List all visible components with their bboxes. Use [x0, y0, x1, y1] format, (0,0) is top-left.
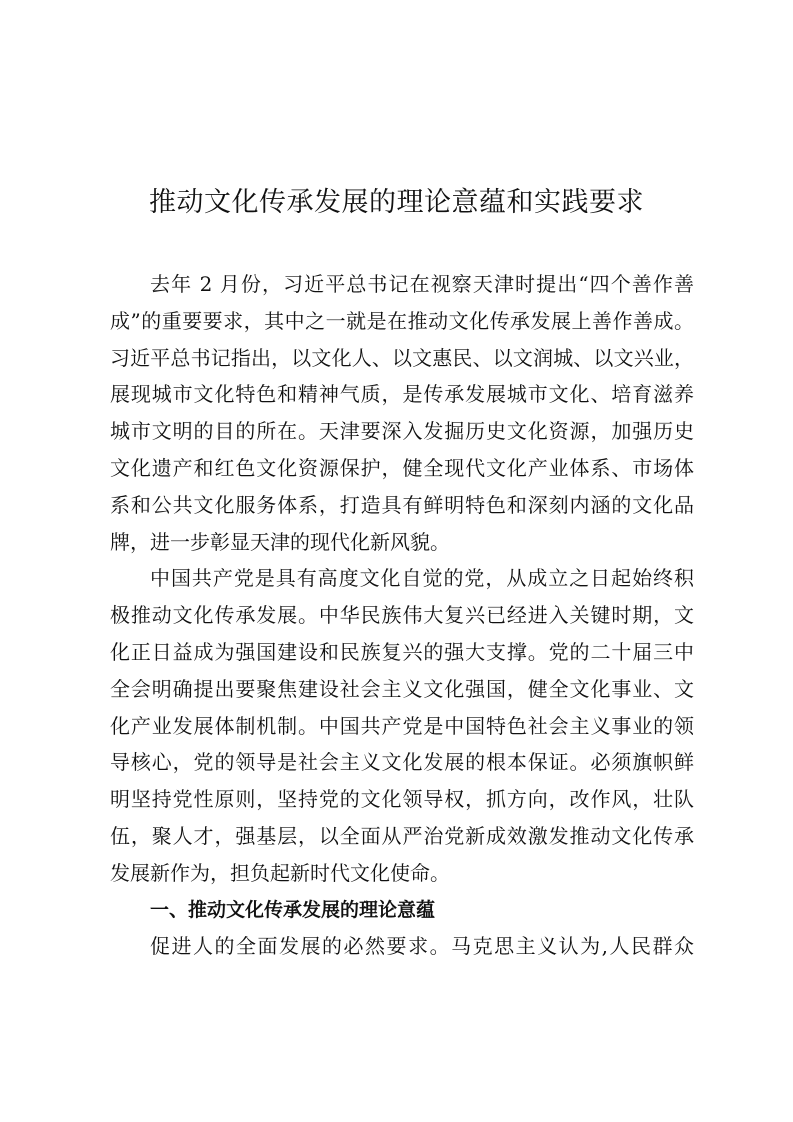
- text-line: 系和公共文化服务体系，打造具有鲜明特色和深刻内涵的文化品: [110, 492, 694, 517]
- text-line: 全会明确提出要聚焦建设社会主义文化强国，健全文化事业、文: [110, 676, 694, 701]
- text-line: 发展新作为，担负起新时代文化使命。: [110, 860, 450, 885]
- text-line: 去年 2 月份，习近平总书记在视察天津时提出“四个善作善: [150, 272, 694, 296]
- text-line: 文化遗产和红色文化资源保护，健全现代文化产业体系、市场体: [110, 455, 694, 480]
- text-line: 成”的重要要求，其中之一就是在推动文化传承发展上善作善成。: [110, 308, 694, 333]
- text-line: 城市文明的目的所在。天津要深入发掘历史文化资源，加强历史: [110, 419, 694, 444]
- text-line: 展现城市文化特色和精神气质，是传承发展城市文化、培育滋养: [110, 382, 694, 407]
- text-line: 化产业发展体制机制。中国共产党是中国特色社会主义事业的领: [110, 713, 694, 738]
- text-line: 习近平总书记指出，以文化人、以文惠民、以文润城、以文兴业，: [110, 345, 694, 370]
- text-line: 明坚持党性原则，坚持党的文化领导权，抓方向，改作风，壮队: [110, 787, 694, 812]
- text-line: 化正日益成为强国建设和民族复兴的强大支撑。党的二十届三中: [110, 639, 694, 664]
- section-heading: 一、推动文化传承发展的理论意蕴: [150, 898, 436, 921]
- text-line: 促进人的全面发展的必然要求。马克思主义认为,人民群众: [150, 934, 694, 959]
- document-body: [110, 266, 694, 965]
- text-line: 牌，进一步彰显天津的现代化新风貌。: [110, 529, 450, 554]
- text-line: 导核心，党的领导是社会主义文化发展的根本保证。必须旗帜鲜: [110, 750, 694, 775]
- document-title: 推动文化传承发展的理论意蕴和实践要求: [149, 187, 644, 218]
- text-line: 伍，聚人才，强基层，以全面从严治党新成效激发推动文化传承: [110, 823, 694, 848]
- text-line: 极推动文化传承发展。中华民族伟大复兴已经进入关键时期，文: [110, 603, 694, 628]
- text-line: 中国共产党是具有高度文化自觉的党，从成立之日起始终积: [150, 566, 694, 591]
